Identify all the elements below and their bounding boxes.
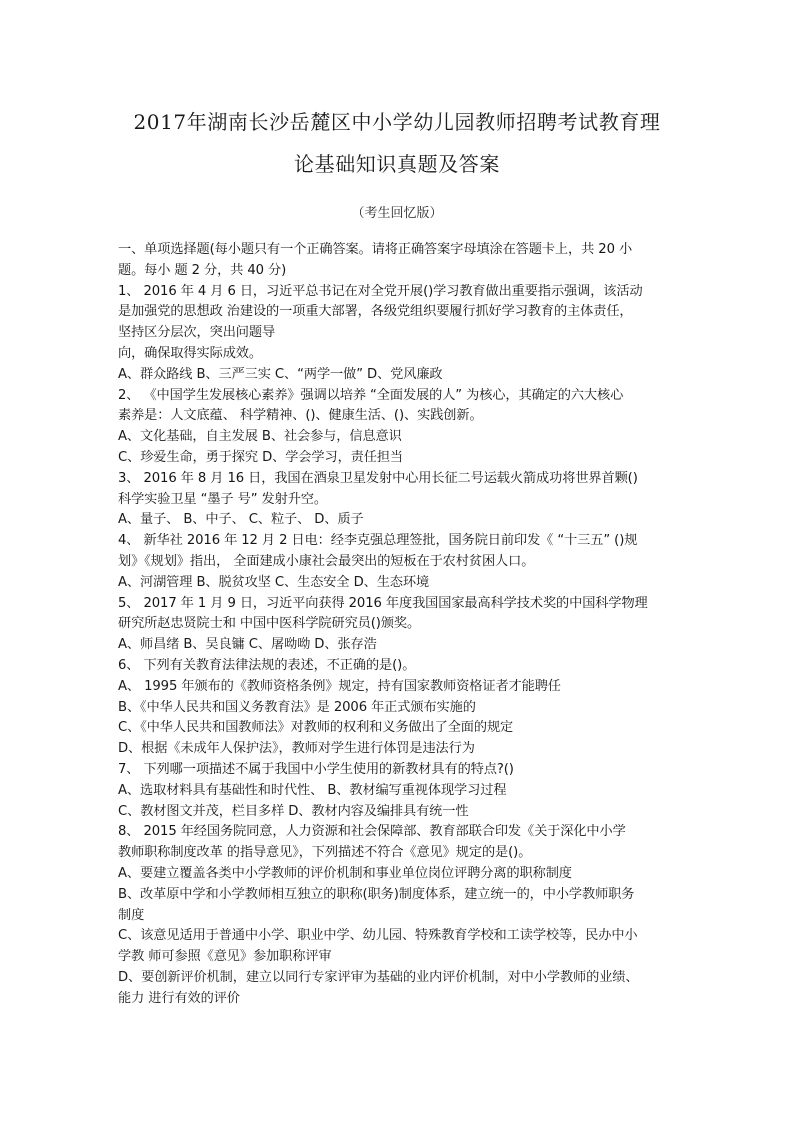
question-2-stem: 2、 《中国学生发展核心素养》强调以培养 “全面发展的人” 为核心，其确定的六大核心: [118, 387, 624, 403]
question-body: [118, 240, 688, 1009]
question-8-option-b: B、改革原中学和小学教师相互独立的职称(职务)制度体系，建立统一的，中小学教师职务: [118, 886, 635, 902]
question-1-options: A、群众路线 B、三严三实 C、“两学一做” D、党风廉政: [118, 366, 443, 382]
question-3-options: A、量子、 B、中子、 C、粒子、 D、质子: [118, 512, 364, 528]
question-7-stem: 7、 下列哪一项描述不属于我国中小学生使用的新教材具有的特点?(): [118, 761, 514, 777]
question-7-options: C、教材图文并茂，栏目多样 D、教材内容及编排具有统一性: [118, 803, 469, 819]
question-4-stem: 划》《规划》指出， 全面建成小康社会最突出的短板在于农村贫困人口。: [118, 553, 535, 569]
section-heading: 一、单项选择题(每小题只有一个正确答案。请将正确答案字母填涂在答题卡上，共 20 小: [118, 242, 633, 257]
question-3-stem: 科学实验卫星 “墨子 号” 发射升空。: [118, 491, 327, 507]
question-1-stem: 坚持区分层次，突出问题导: [118, 325, 276, 341]
question-6-option-b: B、《中华人民共和国义务教育法》是 2006 年正式颁布实施的: [118, 699, 476, 715]
question-8-option-d-cont: 能力 进行有效的评价: [118, 990, 240, 1006]
question-8-stem: 8、 2015 年经国务院同意，人力资源和社会保障部、教育部联合印发《关于深化中小学: [118, 824, 626, 840]
question-6-option-c: C、《中华人民共和国教师法》对教师的权利和义务做出了全面的规定: [118, 720, 514, 736]
question-8-option-b-cont: 制度: [118, 907, 145, 923]
question-1-stem: 向，确保取得实际成效。: [118, 345, 262, 361]
document-title-line-2: 论基础知识真题及答案: [294, 152, 500, 176]
question-6-option-d: D、根据《未成年人保护法》，教师对学生进行体罚是违法行为: [118, 741, 475, 757]
question-8-option-d: D、要创新评价机制，建立以同行专家评审为基础的业内评价机制，对中小学教师的业绩、: [118, 969, 639, 985]
question-4-stem: 4、 新华社 2016 年 12 月 2 日电：经李克强总理签批，国务院日前印发《 “十三五” ()规: [118, 533, 638, 549]
question-2-stem: 素养是：人文底蕴、 科学精神、()、健康生活、()、实践创新。: [118, 408, 483, 424]
question-6-stem: 6、 下列有关教育法律法规的表述，不正确的是()。: [118, 657, 416, 673]
question-7-options: A、选取材料具有基础性和时代性、 B、教材编写重视体现学习过程: [118, 782, 507, 798]
question-4-options: A、河湖管理 B、脱贫攻坚 C、生态安全 D、生态环境: [118, 574, 430, 590]
question-8-option-c-cont: 学教 师可参照《意见》参加职称评审: [118, 949, 332, 965]
question-1-stem: 是加强党的思想政 治建设的一项重大部署，各级党组织要履行抓好学习教育的主体责任，: [118, 304, 633, 320]
question-3-stem: 3、 2016 年 8 月 16 日，我国在酒泉卫星发射中心用长征二号运载火箭成功将世界首颗(): [118, 470, 638, 486]
question-6-option-a: A、 1995 年颁布的《教师资格条例》规定，持有国家教师资格证者才能聘任: [118, 678, 561, 694]
section-heading-cont: 题。每小 题 2 分，共 40 分): [118, 262, 287, 278]
question-8-option-c: C、该意见适用于普通中小学、职业中学、幼儿园、特殊教育学校和工读学校等，民办中小: [118, 928, 638, 944]
document-subtitle: （考生回忆版）: [351, 206, 443, 221]
question-8-stem: 教师职称制度改革 的指导意见》，下列描述不符合《意见》规定的是()。: [118, 845, 532, 861]
question-5-options: A、师昌绪 B、吴良镛 C、屠呦呦 D、张存浩: [118, 637, 377, 653]
document-title-line-1: 2017年湖南长沙岳麓区中小学幼儿园教师招聘考试教育理: [133, 110, 661, 134]
question-8-option-a: A、要建立覆盖各类中小学教师的评价机制和事业单位岗位评聘分离的职称制度: [118, 865, 572, 881]
question-1-stem: 1、 2016 年 4 月 6 日，习近平总书记在对全党开展()学习教育做出重要指示强调，该活动: [118, 283, 643, 299]
question-2-options: C、珍爱生命，勇于探究 D、学会学习，责任担当: [118, 449, 404, 465]
question-2-options: A、文化基础，自主发展 B、社会参与，信息意识: [118, 429, 402, 445]
question-5-stem: 5、 2017 年 1 月 9 日，习近平向获得 2016 年度我国国家最高科学技术奖的中国科学物理: [118, 595, 648, 611]
question-5-stem: 研究所赵忠贤院士和 中国中医科学院研究员()颁奖。: [118, 616, 421, 632]
